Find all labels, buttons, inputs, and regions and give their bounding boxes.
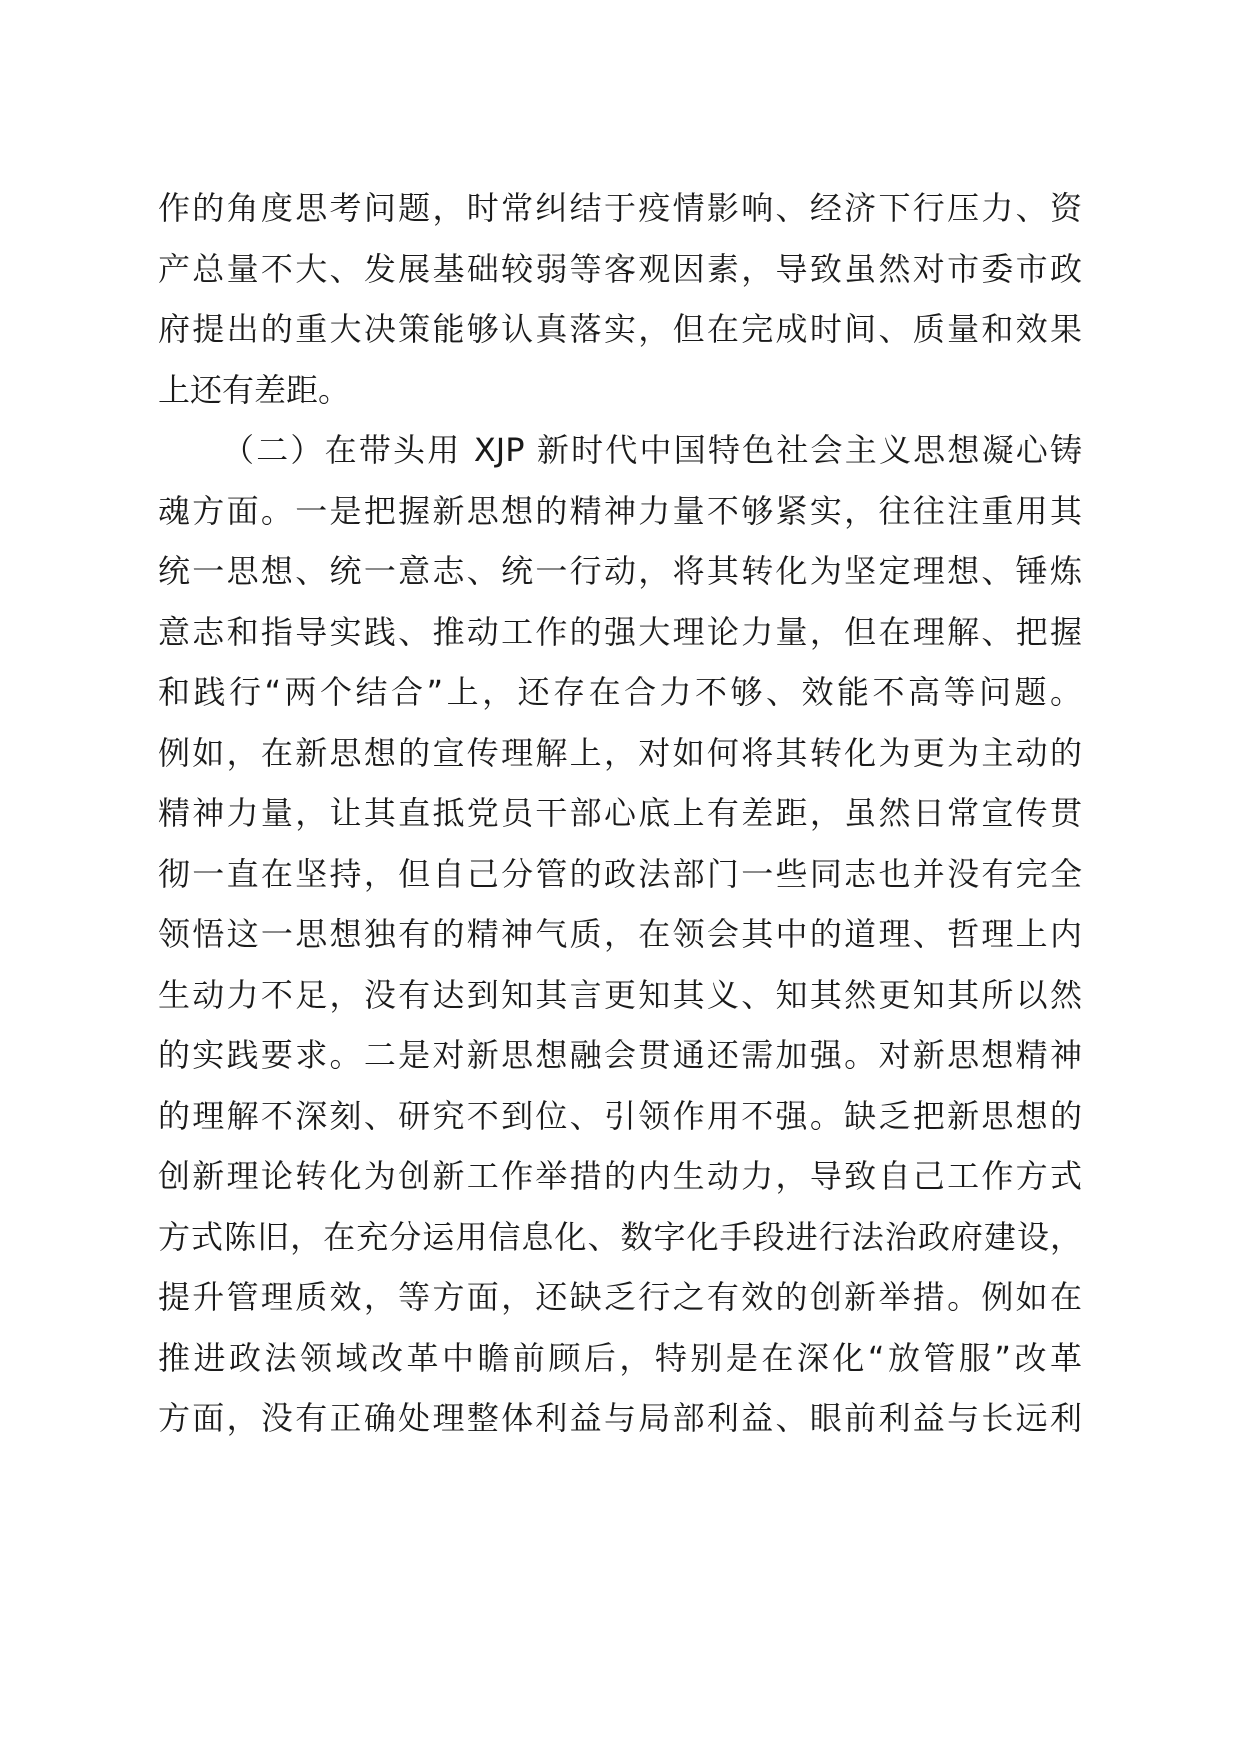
text-line-21: 方面，没有正确处理整体利益与局部利益、眼前利益与长远利 bbox=[158, 1399, 1082, 1437]
text-line-7: 统一思想、统一意志、统一行动，将其转化为坚定理想、锤炼 bbox=[158, 552, 1082, 590]
text-line-11: 精神力量，让其直抵党员干部心底上有差距，虽然日常宣传贯 bbox=[158, 794, 1082, 832]
text-line-18: 方式陈旧，在充分运用信息化、数字化手段进行法治政府建设， bbox=[158, 1217, 1082, 1256]
text-line-13: 领悟这一思想独有的精神气质，在领会其中的道理、哲理上内 bbox=[158, 915, 1082, 953]
text-line-14: 生动力不足，没有达到知其言更知其义、知其然更知其所以然 bbox=[158, 975, 1082, 1014]
text-line-5: （二）在带头用 XJP 新时代中国特色社会主义思想凝心铸 bbox=[222, 431, 1082, 469]
body-text bbox=[158, 178, 1082, 1449]
text-line-16: 的理解不深刻、研究不到位、引领作用不强。缺乏把新思想的 bbox=[158, 1096, 1082, 1135]
text-line-8: 意志和指导实践、推动工作的强大理论力量，但在理解、把握 bbox=[158, 612, 1082, 651]
text-line-6: 魂方面。一是把握新思想的精神力量不够紧实，往往注重用其 bbox=[158, 491, 1082, 530]
text-line-10: 例如，在新思想的宣传理解上，对如何将其转化为更为主动的 bbox=[158, 733, 1082, 772]
text-line-15: 的实践要求。二是对新思想融会贯通还需加强。对新思想精神 bbox=[158, 1036, 1082, 1074]
text-line-19: 提升管理质效，等方面，还缺乏行之有效的创新举措。例如在 bbox=[158, 1278, 1082, 1316]
text-line-17: 创新理论转化为创新工作举措的内生动力，导致自己工作方式 bbox=[158, 1157, 1082, 1195]
text-line-4: 上还有差距。 bbox=[158, 370, 351, 409]
text-line-12: 彻一直在坚持，但自己分管的政法部门一些同志也并没有完全 bbox=[158, 854, 1082, 893]
text-line-1: 作的角度思考问题，时常纠结于疫情影响、经济下行压力、资 bbox=[158, 189, 1082, 227]
text-line-2: 产总量不大、发展基础较弱等客观因素，导致虽然对市委市政 bbox=[158, 249, 1082, 288]
text-line-3: 府提出的重大决策能够认真落实，但在完成时间、质量和效果 bbox=[158, 310, 1082, 348]
text-line-9: 和践行“两个结合”上，还存在合力不够、效能不高等问题。 bbox=[158, 673, 1082, 711]
text-line-20: 推进政法领域改革中瞻前顾后，特别是在深化“放管服”改革 bbox=[158, 1338, 1082, 1377]
